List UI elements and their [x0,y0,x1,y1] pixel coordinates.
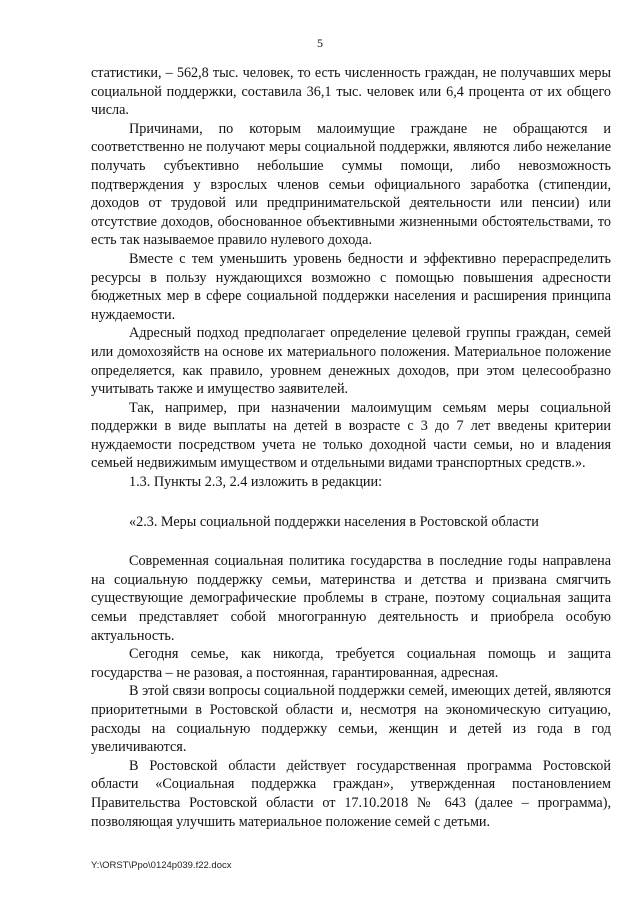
paragraph-amendment-instruction: 1.3. Пункты 2.3, 2.4 изложить в редакции: [129,474,383,491]
paragraph-priority: В этой связи вопросы социальной поддержки семей, имеющих детей, являются приоритетными в Ростовской области и, несмотря на экономическую ситуацию, расходы на социальную поддержку семьи, женщин и детей из года в год увеличиваются. [91,683,611,756]
paragraph-example-criteria: Так, например, при назначении малоимущим семьям меры социальной поддержки в виде выплаты на детей в возрасте с 3 до 7 лет введены критерии нуждаемости посредством учета не только доходной части семьи, но и владения семьей недвижимым имуществом и отдельными видами транспортных средств.». [91,399,611,472]
paragraph-modern-policy: Современная социальная политика государства в последние годы направлена на социальную поддержку семьи, материнства и детства и призвана смягчить существующие демографические проблемы в стране, поэтому социальная защита семьи представляет собой многогранную деятельность и приобрела особую актуальность. [91,553,611,644]
paragraph-targeted-approach: Адресный подход предполагает определение целевой группы граждан, семей или домохозяйств на основе их материального положения. Материальное положение определяется, как правило, уровнем денежных доходов, при этом целесообразно учитывать также и имущество заявителей. [91,325,611,398]
paragraph-reasons: Причинами, по которым малоимущие граждане не обращаются и соответственно не получают меры социальной поддержки, являются либо нежелание получать субъективно небольшие суммы помощи, либо невозможность подтверждения у взрослых членов семьи официального заработка (стипендии, доходов от трудовой или предпринимательской деятельности или пенсии) или отсутствие доходов, обоснованное объективными жизненными обстоятельствами, то есть так называемое правило нулевого дохода. [91,120,611,249]
document-body [91,64,611,831]
paragraph-family-needs: Сегодня семье, как никогда, требуется социальная помощь и защита государства – не разовая, а постоянная, гарантированная, адресная. [91,646,611,681]
page-number: 5 [317,36,323,50]
paragraph-reduce-poverty: Вместе с тем уменьшить уровень бедности и эффективно перераспределить ресурсы в пользу нуждающихся возможно с помощью повышения адресности бюджетных мер в сфере социальной поддержки населения и расширения принципа нуждаемости. [91,250,611,323]
paragraph-state-program: В Ростовской области действует государственная программа Ростовской области «Социальная поддержка граждан», утвержденная постановлением Правительства Ростовской области от 17.10.2018 № 643 (далее – программа), позволяющая улучшить материальное положение семей с детьми. [91,757,611,830]
footer-file-path: Y:\ORST\Ppo\0124p039.f22.docx [91,860,232,871]
paragraph-continuation: статистики, – 562,8 тыс. человек, то есть численность граждан, не получавших меры социальной поддержки, составила 36,1 тыс. человек или 6,4 процента от их общего числа. [91,65,611,119]
section-heading: «2.3. Меры социальной поддержки населения в Ростовской области [129,513,539,530]
